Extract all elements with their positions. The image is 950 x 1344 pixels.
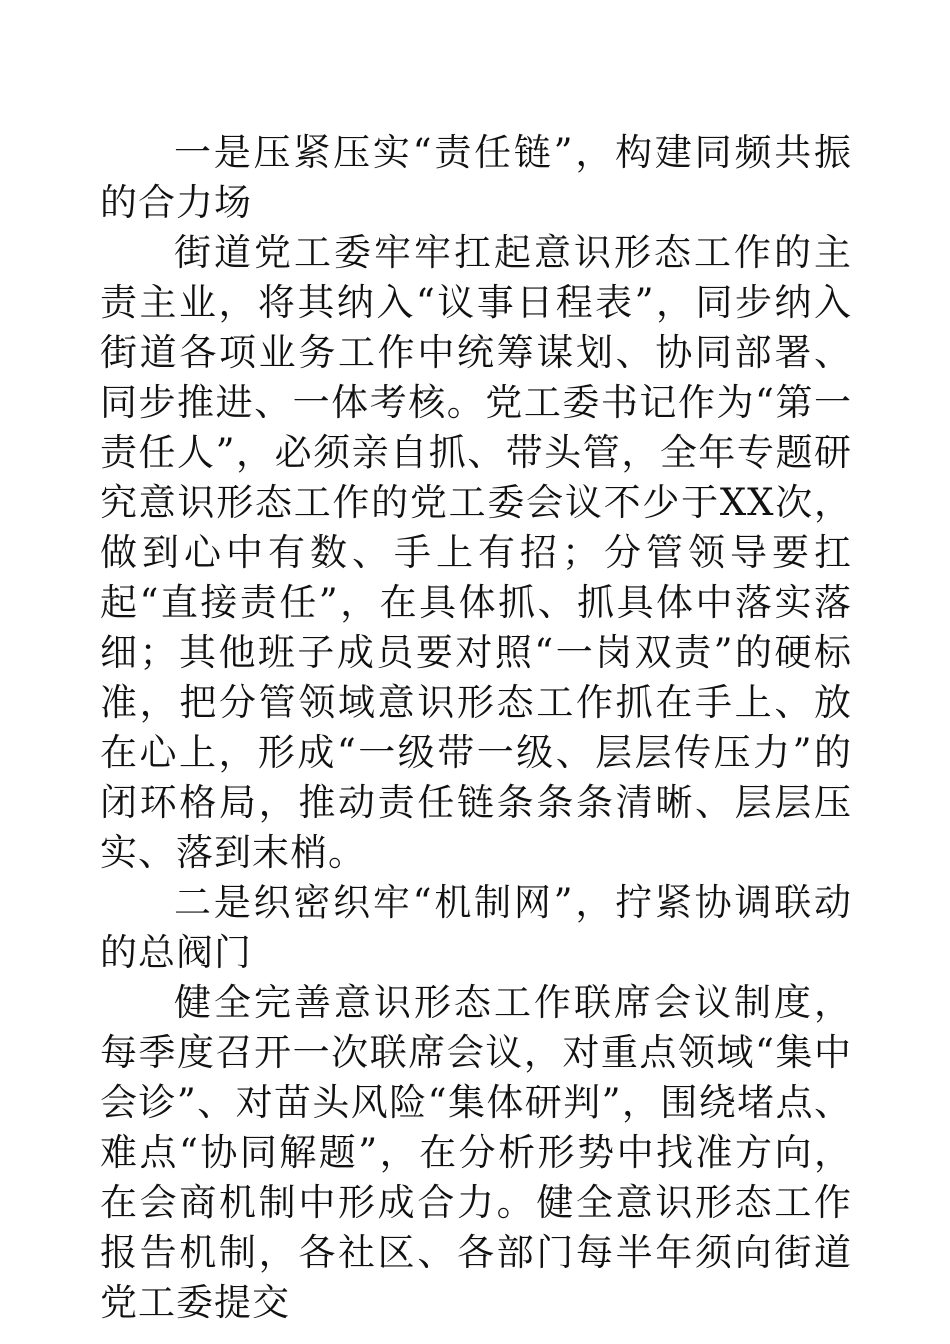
body-paragraph-2: 健全完善意识形态工作联席会议制度，每季度召开一次联席会议，对重点领域“集中会诊”、对苗头风险“集体研判”，围绕堵点、难点“协同解题”，在分析形势中找准方向，在会商机制中形成合力。健全意识形态工作报告机制，各社区、各部门每半年须向街道党工委提交 [100, 981, 852, 1324]
section-heading-2: 二是织密织牢“机制网”，拧紧协调联动的总阀门 [100, 881, 852, 974]
section-heading-1: 一是压紧压实“责任链”，构建同频共振的合力场 [100, 131, 852, 224]
document-body [100, 128, 852, 1328]
body-paragraph-1: 街道党工委牢牢扛起意识形态工作的主责主业，将其纳入“议事日程表”，同步纳入街道各项业务工作中统筹谋划、协同部署、同步推进、一体考核。党工委书记作为“第一责任人”，必须亲自抓、带头管，全年专题研究意识形态工作的党工委会议不少于XX次，做到心中有数、手上有招；分管领导要扛起“直接责任”，在具体抓、抓具体中落实落细；其他班子成员要对照“一岗双责”的硬标准，把分管领域意识形态工作抓在手上、放在心上，形成“一级带一级、层层传压力”的闭环格局，推动责任链条条条清晰、层层压实、落到末梢。 [100, 231, 852, 874]
